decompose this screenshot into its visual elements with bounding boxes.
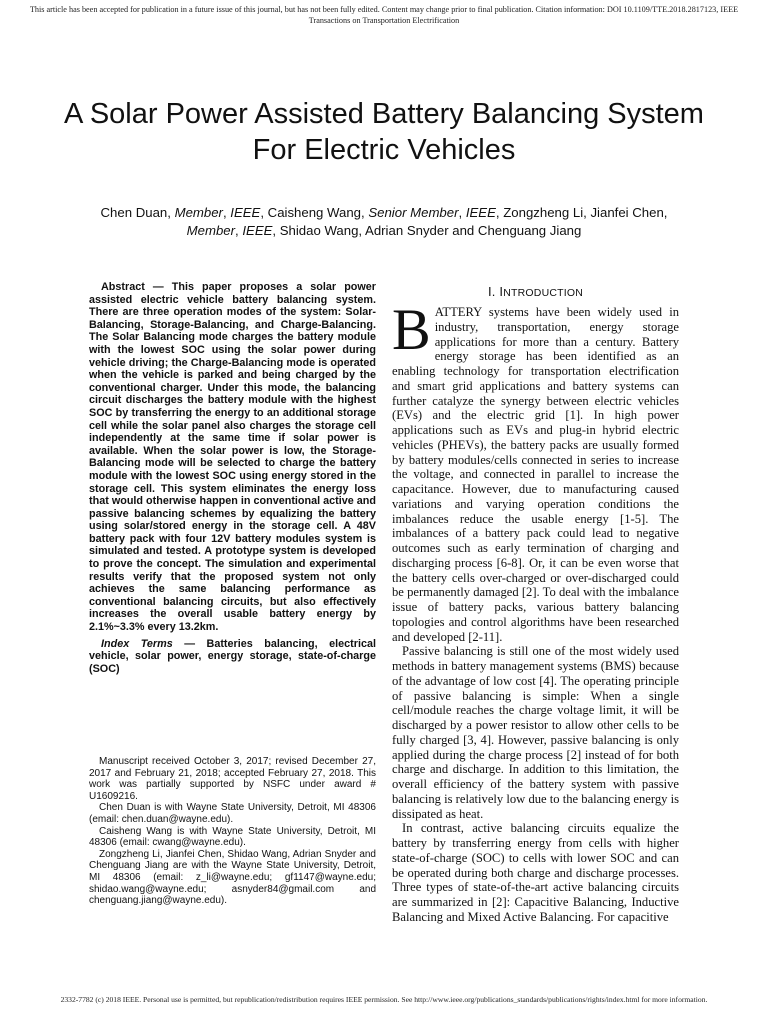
author-role: Member [186,223,236,238]
author-org: IEEE [242,223,273,238]
author-org: IEEE [465,205,496,220]
section-heading [392,284,679,301]
footnote-author-3: Zongzheng Li, Jianfei Chen, Shidao Wang, Adrian Snyder and Chenguang Jiang are with the Wayne State University, Detroit, MI 48306 (email: z_li@wayne.edu; gf1147@wayne.edu; shidao.wang@wayne.edu; asnyder84@gmail.com and chenguang.jiang@wayne.edu). [89,848,376,907]
author-role: Senior Member [368,205,459,220]
manuscript-footnote [89,756,376,907]
author-text: , Shidao Wang, Adrian Snyder and Chenguang Jiang [272,223,582,238]
author-list [80,204,688,240]
author-text: , Caisheng Wang, [260,205,369,220]
intro-paragraph-1 [392,297,679,644]
author-sep: , [458,205,466,220]
footnote-author-1: Chen Duan is with Wayne State University, Detroit, MI 48306 (email: chen.duan@wayne.edu). [89,802,376,825]
author-text: , Zongzheng Li, Jianfei Chen, [495,205,668,220]
author-sep: , [222,205,231,220]
section-numeral: I. [487,284,500,299]
intro-paragraph-2: Passive balancing is still one of the most widely used methods in battery management systems (BMS) because of the advantage of low cost [4]. The operating principle of passive balancing is simple: When a single cell/module reaches the charge voltage limit, it will be discharged by a power resistor to allow other cells to be fully charged [3, 4]. However, passive balancing is only applied during the charge process [2] instead of for both charge and discharge. In addition to this limitation, the overall efficiency of the battery system with passive balancing is relatively low due to the balancing energy is dissipated as heat. [392,644,679,821]
author-sep: , [235,223,243,238]
right-column [392,284,679,925]
author-text: Chen Duan, [100,205,175,220]
drop-cap: B [392,297,431,362]
index-terms [89,638,376,676]
copyright-footer: 2332-7782 (c) 2018 IEEE. Personal use is permitted, but republication/redistribution requires IEEE permission. See http://www.ieee.org/publications_standards/publications/rights/index.html for more information. [60,995,708,1004]
author-org: IEEE [230,205,261,220]
author-role: Member [174,205,223,220]
intro-paragraph-3: In contrast, active balancing circuits equalize the battery by transferring energy from cells with higher state-of-charge (SOC) to cells with lower SOC and can be operated during both charge and discharge processes. Three types of state-of-the-art active balancing circuits are summarized in [2]: Capacitive Balancing, Inductive Balancing and Mixed Active Balancing. For capacitive [392,821,679,924]
journal-header-note: This article has been accepted for publication in a future issue of this journal, but has not been fully edited. Content may change prior to final publication. Citation information: DOI 10.1109/TTE.2018.2817123, IEEE Transactions on Transportation Electrification [29,5,739,25]
section-head-rest: NTRODUCTION [503,287,584,299]
footnote-author-2: Caisheng Wang is with Wayne State University, Detroit, MI 48306 (email: cwang@wayne.edu). [89,825,376,849]
section-head-first: I [499,284,504,299]
left-column [89,281,376,675]
intro-paragraph-1-text: ATTERY systems have been widely used in industry, transportation, energy storage applications for more than a century. Battery energy storage has been identified as an enabling technology for transportation electrification and smart grid applications and battery systems can further catalyze the synergy between electric vehicles (EVs) and the electric grid [1]. In high power applications such as EVs and plug-in hybrid electric vehicles (PHEVs), the battery packs are usually formed by battery modules/cells connected in series to increase the voltage, and connected in parallel to increase the capacitance. However, due to manufacturing caused variations and varying operation conditions the imbalances reduce the usable energy [1-5]. The imbalances of a battery pack could lead to negative outcomes such as early termination of charging and discharging process [6-8]. Or, it can be even worse that the battery cells over-charged or over-discharged could be permanently damaged [2]. To deal with the imbalance issue of battery packs, various battery balancing topologies and control algorithms have been researched and developed [2-11]. [392,305,679,644]
index-terms-label: Index Terms [101,637,173,650]
paper-title: A Solar Power Assisted Battery Balancing System For Electric Vehicles [64,98,704,166]
abstract: Abstract — This paper proposes a solar power assisted electric vehicle battery balancing system. There are three operation modes of the system: Solar-Balancing, Storage-Balancing, and Charge-Balancing. The Solar Balancing mode charges the battery module with the lowest SOC using the solar power during vehicle driving; the Charge-Balancing mode is operated when the vehicle is parked and being charged by the conventional charger. Under this mode, the balancing circuit discharges the battery module with the highest SOC by transferring the energy to an additional storage cell while the solar panel also charges the storage cell independently at the same time if solar power is available. When the solar power is low, the Storage-Balancing mode will be selected to charge the battery module with the lowest SOC using energy stored in the storage cell. This system eliminates the energy loss that would otherwise happen in conventional active and passive balancing schemes by equalizing the battery using solar/stored energy in the storage cell. A 48V battery pack with four 12V battery modules system is simulated and tested. A prototype system is developed to prove the concept. The simulation and experimental results verify that the proposed system not only achieves the same balancing performance as conventional balancing circuits, but also effectively increases the overall usable battery energy by 2.1%~3.3% every 13.2km. [89,281,376,634]
footnote-received: Manuscript received October 3, 2017; revised December 27, 2017 and February 21, 2018; accepted February 27, 2018. This work was partially supported by NSFC under award # U1609216. [89,756,376,802]
index-terms-text: — Batteries balancing, electrical vehicle, solar power, energy storage, state-of-charge (SOC) [89,637,376,675]
